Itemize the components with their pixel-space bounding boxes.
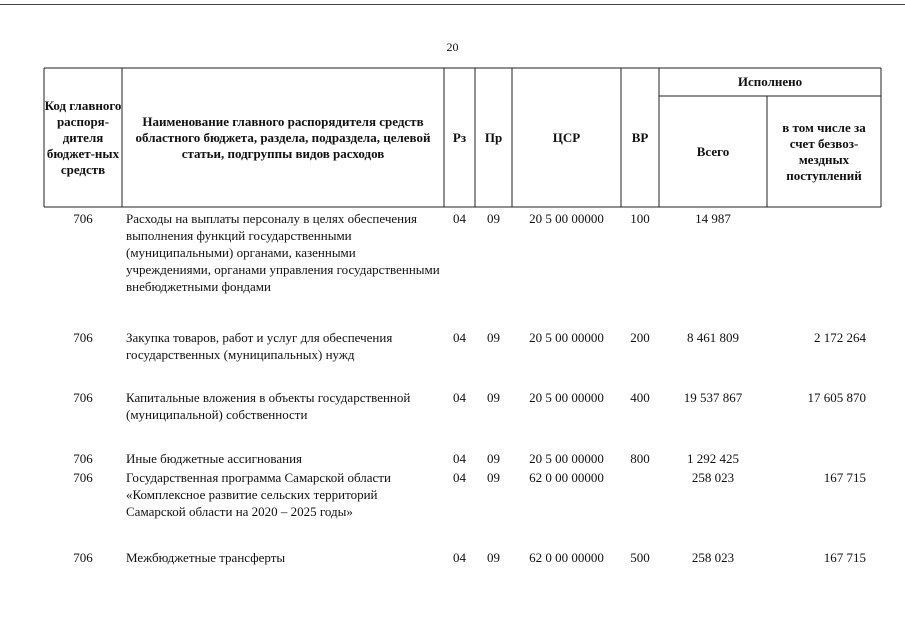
row-code: 706 bbox=[73, 470, 93, 485]
row-rz: 04 bbox=[453, 451, 466, 466]
row-vr: 500 bbox=[630, 550, 650, 565]
row-vr: 800 bbox=[630, 451, 650, 466]
row-name: Расходы на выплаты персоналу в целях обеспечения выполнения функций государственными (муниципальными) органами, казенными учреждениями, органами управления государственными внебюджетными фондами bbox=[126, 211, 440, 294]
row-total: 258 023 bbox=[691, 470, 735, 485]
col-header-code: Код главного распоря-дителя бюджет-ных средств bbox=[44, 97, 122, 177]
col-header-rz: Рз bbox=[452, 129, 467, 145]
col-header-executed: Исполнено bbox=[737, 74, 803, 89]
row-incl: 2 172 264 bbox=[814, 330, 866, 345]
col-header-vr: ВР bbox=[631, 129, 649, 145]
row-rz: 04 bbox=[453, 550, 466, 565]
row-incl: 17 605 870 bbox=[807, 390, 866, 405]
row-name: Закупка товаров, работ и услуг для обеспечения государственных (муниципальных) нужд bbox=[126, 330, 393, 362]
row-csr: 62 0 00 00000 bbox=[529, 470, 604, 485]
row-code: 706 bbox=[73, 330, 93, 345]
row-total: 19 537 867 bbox=[683, 390, 743, 405]
row-vr: 400 bbox=[630, 390, 650, 405]
row-pr: 09 bbox=[487, 330, 500, 345]
row-vr: 100 bbox=[630, 211, 650, 226]
row-total: 8 461 809 bbox=[687, 330, 739, 345]
row-rz: 04 bbox=[453, 470, 466, 485]
row-pr: 09 bbox=[487, 451, 500, 466]
row-pr: 09 bbox=[487, 390, 500, 405]
row-pr: 09 bbox=[487, 550, 500, 565]
page-number: 20 bbox=[446, 40, 459, 54]
row-csr: 20 5 00 00000 bbox=[529, 211, 604, 226]
row-name: Капитальные вложения в объекты государственной (муниципальной) собственности bbox=[126, 390, 411, 422]
row-code: 706 bbox=[73, 211, 93, 226]
row-csr: 20 5 00 00000 bbox=[529, 330, 604, 345]
row-code: 706 bbox=[73, 451, 93, 466]
row-csr: 20 5 00 00000 bbox=[529, 451, 604, 466]
row-rz: 04 bbox=[453, 390, 466, 405]
row-total: 258 023 bbox=[691, 550, 735, 565]
row-csr: 62 0 00 00000 bbox=[529, 550, 604, 565]
row-code: 706 bbox=[73, 550, 93, 565]
row-pr: 09 bbox=[487, 470, 500, 485]
col-header-name: Наименование главного распорядителя средств областного бюджета, раздела, подраздела, целевой статьи, подгруппы видов расходов bbox=[135, 113, 431, 161]
row-total: 1 292 425 bbox=[687, 451, 739, 466]
col-header-pr: Пр bbox=[484, 129, 503, 145]
col-header-incl: в том числе за счет безвоз-мездных поступлений bbox=[782, 119, 866, 183]
row-total: 14 987 bbox=[695, 211, 731, 226]
row-pr: 09 bbox=[487, 211, 500, 226]
row-csr: 20 5 00 00000 bbox=[529, 390, 604, 405]
col-header-csr: ЦСР bbox=[552, 129, 581, 145]
row-incl: 167 715 bbox=[823, 550, 866, 565]
col-header-total: Всего bbox=[696, 143, 730, 159]
row-vr: 200 bbox=[630, 330, 650, 345]
row-code: 706 bbox=[73, 390, 93, 405]
row-incl: 167 715 bbox=[823, 470, 866, 485]
row-name: Государственная программа Самарской области «Комплексное развитие сельских территорий Самарской области на 2020 – 2025 годы» bbox=[126, 470, 391, 519]
row-rz: 04 bbox=[453, 211, 466, 226]
row-name: Иные бюджетные ассигнования bbox=[126, 451, 303, 466]
row-name: Межбюджетные трансферты bbox=[126, 550, 286, 565]
row-rz: 04 bbox=[453, 330, 466, 345]
